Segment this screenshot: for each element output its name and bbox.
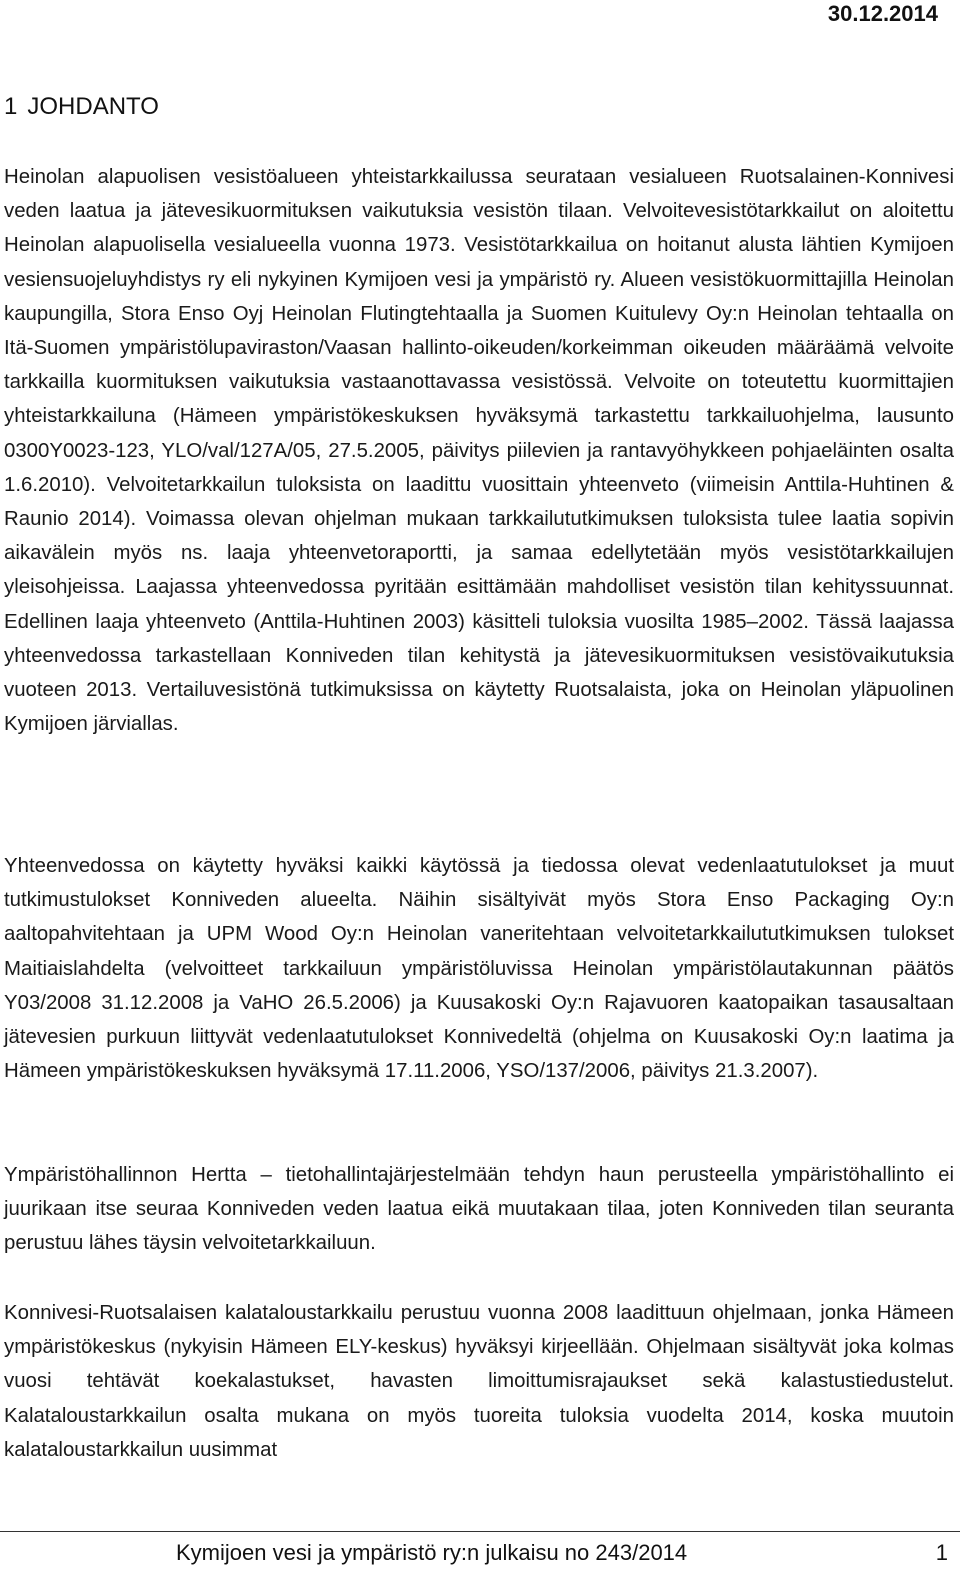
paragraph-hertta: Ympäristöhallinnon Hertta – tietohallintajärjestelmään tehdyn haun perusteella ympäristöhallinto ei juurikaan itse seuraa Konniveden veden laatua eikä muutakaan tilaa, joten Konniveden tilan seuranta perustuu lähes täysin velvoitetarkkailuun. <box>4 1164 954 1255</box>
section-title: JOHDANTO <box>27 93 159 120</box>
paragraph-data-sources: Yhteenvedossa on käytetty hyväksi kaikki käytössä ja tiedossa olevat vedenlaatutulokset ja muut tutkimustulokset Konniveden alueelta. Näihin sisältyivät myös Stora Enso Packaging Oy:n aaltopahvitehtaan ja UPM Wood Oy:n Heinolan vaneritehtaan velvoitetarkkailututkimuksen tulokset Maitiaislahdelta (velvoitteet tarkkailuun ympäristöluvissa Heinolan ympäristölautakunnan päätös Y03/2008 31.12.2008 ja VaHO 26.5.2006) ja Kuusakoski Oy:n Rajavuoren kaatopaikan tasausaltaan jätevesien purkuun liittyvät vedenlaatutulokset Konnivedeltä (ohjelma on Kuusakoski Oy:n laatima ja Hämeen ympäristökeskuksen hyväksymä 17.11.2006, YSO/137/2006, päivitys 21.3.2007). <box>4 855 954 1083</box>
paragraph-fishery-monitoring: Konnivesi-Ruotsalaisen kalataloustarkkailu perustuu vuonna 2008 laadittuun ohjelmaan, jonka Hämeen ympäristökeskus (nykyisin Hämeen ELY-keskus) hyväksyi kirjeellään. Ohjelmaan sisältyvät joka kolmas vuosi tehtävät koekalastukset, havasten limoittumisrajaukset sekä kalastustiedustelut. Kalataloustarkkailun osalta mukana on myös tuoreita tuloksia vuodelta 2014, koska muutoin kalataloustarkkailun uusimmat <box>4 1302 954 1461</box>
page-number: 1 <box>935 1540 948 1565</box>
footer-publication: Kymijoen vesi ja ympäristö ry:n julkaisu no 243/2014 <box>176 1540 688 1565</box>
section-number: 1 <box>4 93 18 120</box>
document-date: 30.12.2014 <box>827 1 938 26</box>
footer-divider <box>0 1531 960 1532</box>
paragraph-introduction: Heinolan alapuolisen vesistöalueen yhteistarkkailussa seurataan vesialueen Ruotsalainen-Konnivesi veden laatua ja jätevesikuormituksen vaikutuksia vesistön tilaan. Velvoitevesistötarkkailut on aloitettu Heinolan alapuolisella vesialueella vuonna 1973. Vesistötarkkailua on hoitanut alusta lähtien Kymijoen vesiensuojeluyhdistys ry eli nykyinen Kymijoen vesi ja ympäristö ry. Alueen vesistökuormittajilla Heinolan kaupungilla, Stora Enso Oyj Heinolan Flutingtehtaalla ja Suomen Kuitulevy Oy:n Heinolan tehtaalla on Itä-Suomen ympäristölupaviraston/Vaasan hallinto-oikeuden/korkeimman oikeuden määräämä velvoite tarkkailla kuormituksen vaikutuksia vastaanottavassa vesistössä. Velvoite on toteutettu kuormittajien yhteistarkkailuna (Hämeen ympäristökeskuksen hyväksymä tarkastettu tarkkailuohjelma, lausunto 0300Y0023-123, YLO/val/127A/05, 27.5.2005, päivitys piilevien ja rantavyöhykkeen pohjaeläinten osalta 1.6.2010). Velvoitetarkkailun tuloksista on laadittu vuosittain yhteenveto (viimeisin Anttila-Huhtinen & Raunio 2014). Voimassa olevan ohjelman mukaan tarkkailututkimuksen tuloksista tulee laatia sopivin aikavälein myös ns. laaja yhteenvetoraportti, ja samaa edellytetään myös vesistötarkkailujen yleisohjeissa. Laajassa yhteenvedossa pyritään esittämään mahdolliset vesistön tilan kehityssuunnat. Edellinen laaja yhteenveto (Anttila-Huhtinen 2003) käsitteli tuloksia vuosilta 1985–2002. Tässä laajassa yhteenvedossa tarkastellaan Konniveden tilan kehitystä ja jätevesikuormituksen vesistövaikutuksia vuoteen 2013. Vertailuvesistönä tutkimuksissa on käytetty Ruotsalaista, joka on Heinolan yläpuolinen Kymijoen järviallas. <box>4 166 954 736</box>
section-heading <box>4 92 169 122</box>
